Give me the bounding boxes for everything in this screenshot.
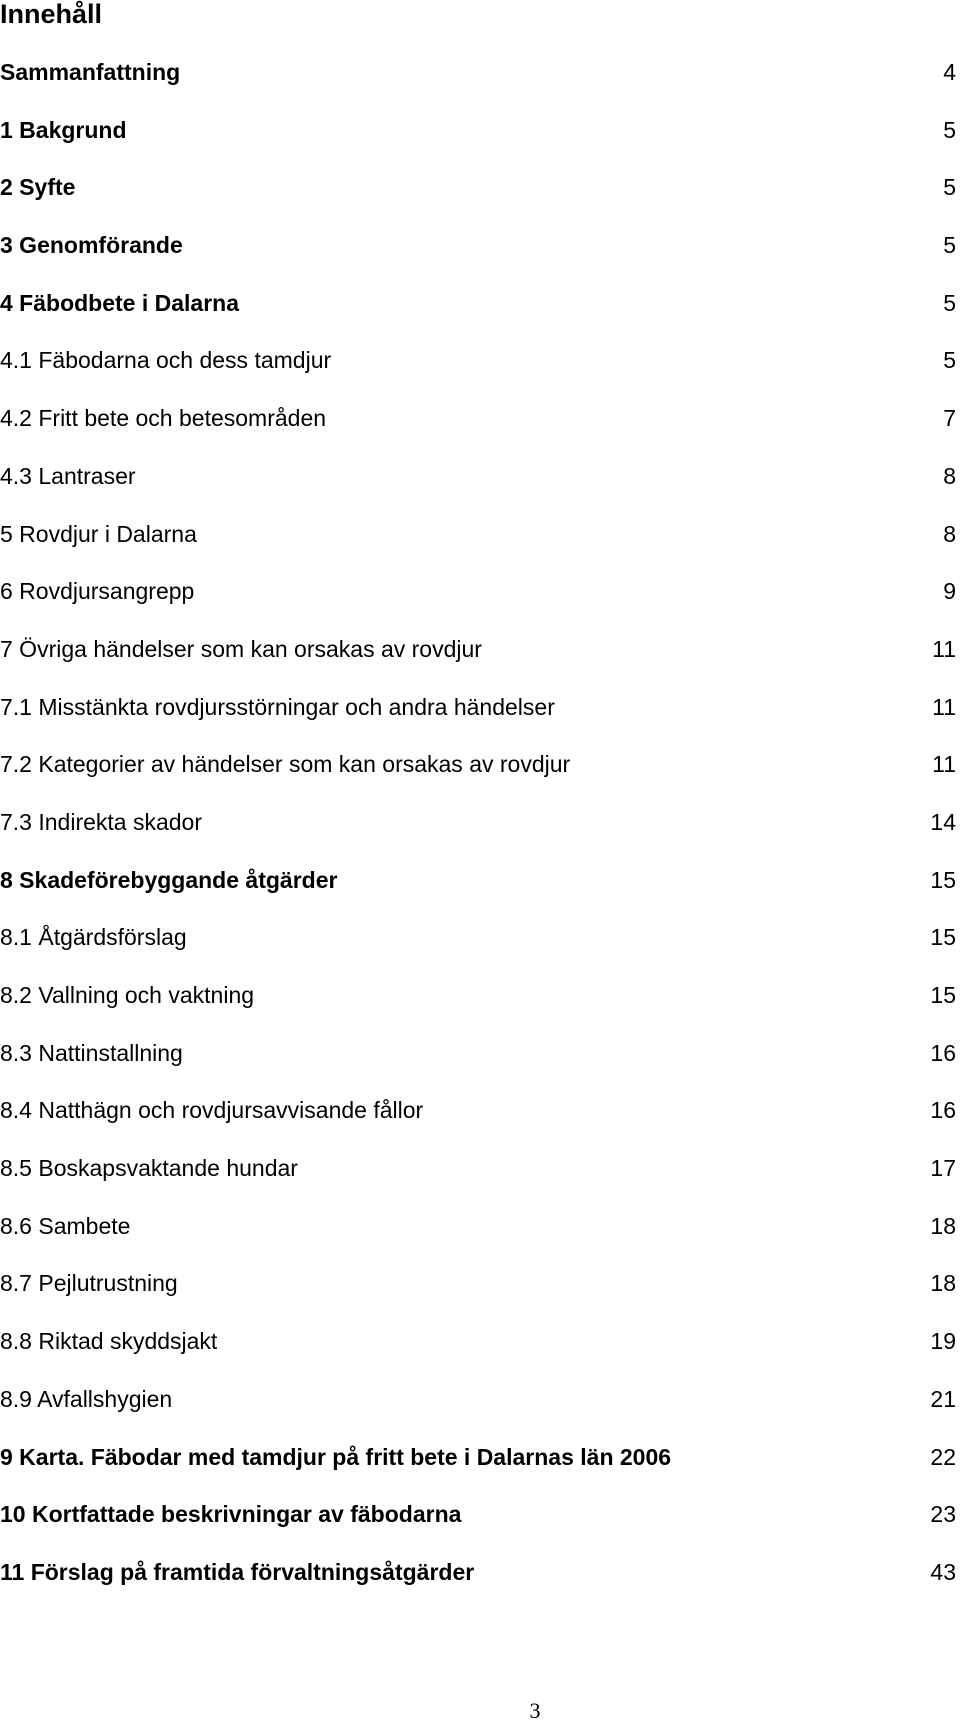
toc-entry-label: 8.6 Sambete [0,1212,131,1239]
toc-entry-label: 8.4 Natthägn och rovdjursavvisande fållor [0,1097,424,1124]
toc-entry-page: 11 [932,693,956,720]
toc-entry-page: 15 [930,866,956,893]
toc-entry[interactable] [0,1039,956,1097]
toc-entry-page: 5 [943,347,956,374]
toc-entry-page: 5 [943,116,956,143]
toc-entry[interactable] [0,1269,956,1327]
toc-entry-page: 9 [943,578,956,605]
toc-entry-label: 8.8 Riktad skyddsjakt [0,1328,218,1355]
toc-entry[interactable] [0,750,956,808]
toc-entry-page: 18 [930,1212,956,1239]
toc-entry-label: 4.3 Lantraser [0,462,136,489]
toc-entry[interactable] [0,577,956,635]
toc-entry[interactable] [0,1154,956,1212]
toc-entry-page: 8 [943,520,956,547]
toc-entry-label: 7.2 Kategorier av händelser som kan orsakas av rovdjur [0,751,571,778]
toc-entry[interactable] [0,808,956,866]
toc-entry-label: 7.1 Misstänkta rovdjursstörningar och andra händelser [0,693,555,720]
toc-entry-label: 8.1 Åtgärdsförslag [0,924,187,951]
toc-entry-page: 19 [930,1328,956,1355]
toc-entry-label: 1 Bakgrund [0,116,127,143]
toc-entry-page: 17 [930,1155,956,1182]
toc-entry[interactable] [0,58,956,116]
toc-entry-label: 6 Rovdjursangrepp [0,578,195,605]
toc-entry-page: 15 [930,982,956,1008]
toc-entry-page: 5 [943,174,956,201]
toc-entry[interactable] [0,1443,956,1501]
toc-entry-label: 4.2 Fritt bete och betesområden [0,405,327,432]
table-of-contents [0,58,956,1616]
toc-entry-page: 11 [932,751,956,778]
toc-entry-page: 16 [930,1039,956,1066]
toc-entry-label: 8.7 Pejlutrustning [0,1270,178,1297]
toc-entry-page: 5 [943,289,956,316]
toc-entry-page: 4 [943,59,956,85]
toc-entry[interactable] [0,1385,956,1443]
toc-entry[interactable] [0,462,956,520]
toc-entry[interactable] [0,1500,956,1558]
toc-entry[interactable] [0,866,956,924]
toc-entry-page: 18 [930,1270,956,1297]
toc-entry-page: 22 [930,1443,956,1470]
toc-entry-label: 8.9 Avfallshygien [0,1385,173,1412]
toc-entry[interactable] [0,173,956,231]
toc-entry-label: 5 Rovdjur i Dalarna [0,520,197,547]
toc-entry-page: 15 [930,924,956,951]
toc-entry[interactable] [0,1096,956,1154]
toc-entry[interactable] [0,981,956,1039]
toc-entry-label: 3 Genomförande [0,232,183,259]
toc-entry-page: 7 [943,405,956,432]
toc-entry-label: 4 Fäbodbete i Dalarna [0,289,240,316]
toc-entry-page: 21 [930,1385,956,1412]
toc-entry[interactable] [0,635,956,693]
toc-entry-label: 9 Karta. Fäbodar med tamdjur på fritt bete i Dalarnas län 2006 [0,1443,672,1470]
toc-entry-label: 8.3 Nattinstallning [0,1039,183,1066]
toc-entry[interactable] [0,693,956,751]
toc-entry[interactable] [0,923,956,981]
toc-entry[interactable] [0,116,956,174]
toc-entry-label: 4.1 Fäbodarna och dess tamdjur [0,347,332,374]
toc-entry-page: 16 [930,1097,956,1124]
toc-entry-page: 11 [932,635,956,662]
toc-entry-page: 8 [943,462,956,489]
page-number: 3 [529,1698,541,1723]
toc-entry[interactable] [0,289,956,347]
toc-entry-label: 8.2 Vallning och vaktning [0,982,255,1008]
toc-entry-label: Sammanfattning [0,59,181,85]
toc-entry[interactable] [0,520,956,578]
toc-entry-label: 7.3 Indirekta skador [0,808,203,835]
toc-entry[interactable] [0,1212,956,1270]
toc-entry[interactable] [0,231,956,289]
page-title: Innehåll [0,0,103,29]
toc-entry[interactable] [0,404,956,462]
toc-entry-label: 11 Förslag på framtida förvaltningsåtgärder [0,1558,475,1585]
toc-entry-page: 23 [930,1501,956,1528]
toc-entry-label: 10 Kortfattade beskrivningar av fäbodarna [0,1501,462,1528]
toc-entry-page: 43 [930,1558,956,1585]
toc-entry-page: 5 [943,232,956,259]
toc-entry-label: 8.5 Boskapsvaktande hundar [0,1155,298,1182]
toc-entry-label: 8 Skadeförebyggande åtgärder [0,866,338,893]
toc-entry[interactable] [0,1327,956,1385]
toc-entry-label: 7 Övriga händelser som kan orsakas av rovdjur [0,635,482,662]
toc-entry[interactable] [0,346,956,404]
toc-entry-page: 14 [930,808,956,835]
toc-entry-label: 2 Syfte [0,174,76,201]
toc-entry[interactable] [0,1558,956,1616]
